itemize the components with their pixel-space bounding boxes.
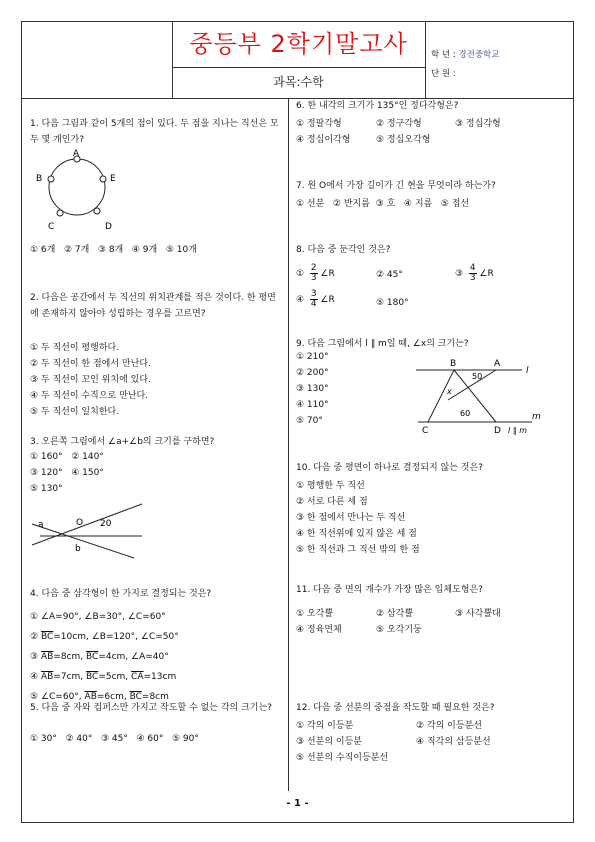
q5-options: [30, 734, 199, 744]
q7-option-3[interactable]: ③ 호: [375, 199, 396, 209]
q1-options: [30, 242, 197, 255]
question-8-text: 8. 다음 중 둔각인 것은?: [296, 245, 391, 255]
q8-option-5[interactable]: ⑤ 180°: [376, 298, 409, 308]
q8-option-3-fraction: [469, 264, 477, 283]
question-7: [296, 178, 566, 194]
q9-label-d: D: [494, 426, 501, 436]
q6-option-4[interactable]: ④ 정십이각형: [296, 135, 351, 145]
q3-label-20: 20: [100, 519, 112, 529]
q1-point-d: [94, 208, 100, 214]
question-1-text: 1. 다음 그림과 같이 5개의 점이 있다. 두 점을 지나는 직선은 모두 몇 개인가?: [30, 119, 279, 145]
q4-option-5-part: =8cm: [141, 692, 169, 702]
q3-line-2: [32, 524, 134, 558]
q12-option-5[interactable]: ⑤ 선분의 수직이등분선: [296, 753, 389, 763]
question-10: [296, 460, 566, 476]
exam-header: [22, 22, 573, 99]
q7-option-4[interactable]: ④ 지름: [403, 199, 433, 209]
q8-option-2[interactable]: ② 45°: [376, 270, 403, 280]
question-8: [296, 242, 566, 258]
q1-circle-figure: [32, 150, 132, 230]
q7-option-2[interactable]: ② 반지름: [332, 199, 370, 209]
q2-option-4[interactable]: ④ 두 직선이 수직으로 만난다.: [30, 391, 149, 401]
q1-label-c: C: [48, 222, 55, 232]
q9-transversal-1: [428, 370, 454, 422]
q4-option-4-part: $\overline{CA}$: [131, 672, 144, 682]
q8-option-1[interactable]: [296, 264, 335, 283]
q8-option-4-tail: ∠R: [320, 295, 335, 305]
q9-label-60: 60: [460, 409, 471, 418]
q2-option-1[interactable]: ① 두 직선이 평행하다.: [30, 343, 120, 353]
exam-page: [21, 21, 574, 823]
q1-point-c: [57, 210, 63, 216]
q9-label-l: l: [526, 366, 529, 376]
q8-option-1-tail: ∠R: [320, 269, 335, 279]
q2-option-5[interactable]: ⑤ 두 직선이 일치한다.: [30, 407, 120, 417]
q5-option-1[interactable]: ① 30°: [30, 734, 57, 744]
page-number: - 1 -: [286, 798, 309, 809]
question-7-text: 7. 원 O에서 가장 길이가 긴 현을 무엇이라 하는가?: [296, 181, 496, 191]
q9-option-5[interactable]: ⑤ 70°: [296, 416, 323, 426]
q10-option-2[interactable]: ② 서로 다른 세 점: [296, 497, 368, 507]
q12-option-3[interactable]: ③ 선분의 이등분: [296, 737, 362, 747]
q3-option-2[interactable]: ② 140°: [71, 452, 104, 462]
q4-option-3-part: =8cm,: [53, 652, 87, 662]
header-info-cell: [425, 22, 573, 98]
q8-option-1-numerator: 2: [310, 263, 317, 273]
q9-label-x: x: [447, 387, 452, 396]
q1-label-e: E: [110, 174, 116, 184]
q3-options-row2: [30, 468, 104, 478]
q1-point-e: [100, 176, 106, 182]
q4-option-5-num: ⑤: [30, 692, 39, 702]
q9-option-4[interactable]: ④ 110°: [296, 400, 329, 410]
question-4-text: 4. 다음 중 삼각형이 한 가지로 결정되는 것은?: [30, 589, 212, 599]
q8-option-1-denominator: 3: [310, 273, 317, 283]
q4-option-1[interactable]: [30, 612, 166, 622]
q5-option-2[interactable]: ② 40°: [65, 734, 93, 744]
q4-option-2-part: =10cm, ∠B=120°, ∠C=50°: [53, 632, 179, 642]
q9-label-c: C: [422, 426, 429, 436]
unit-label: 단 원 :: [431, 69, 456, 79]
school-value: 경전중학교: [458, 50, 500, 60]
q3-option-4[interactable]: ④ 150°: [71, 468, 104, 478]
q4-option-4-part: =5cm,: [98, 672, 132, 682]
q8-option-3-denominator: 3: [469, 273, 476, 283]
exam-subject: 과목:수학: [273, 75, 324, 89]
question-11: [296, 582, 566, 598]
q4-option-4-num: ④: [30, 672, 39, 682]
q9-option-2[interactable]: ② 200°: [296, 368, 329, 378]
q11-option-4[interactable]: ④ 정육면체: [296, 625, 342, 635]
q4-option-3-part: $\overline{BC}$: [86, 652, 99, 662]
q12-option-1[interactable]: ① 각의 이등분: [296, 721, 354, 731]
q11-option-3[interactable]: ③ 사각뿔대: [455, 609, 501, 619]
q3-label-a: a: [38, 520, 44, 530]
q11-option-2[interactable]: ② 삼각뿔: [376, 609, 414, 619]
q4-option-4[interactable]: [30, 672, 176, 682]
q1-option-4[interactable]: ④ 9개: [131, 245, 158, 255]
header-blank-cell: [22, 22, 173, 98]
q9-parallel-figure: [414, 356, 539, 436]
q1-option-3[interactable]: ③ 8개: [97, 245, 124, 255]
q7-option-5[interactable]: ⑤ 접선: [440, 199, 470, 209]
q7-options: [296, 196, 469, 209]
q11-option-1[interactable]: ① 오각뿔: [296, 609, 334, 619]
q4-option-4-part: $\overline{AB}$: [40, 672, 54, 682]
q4-option-2-num: ②: [30, 632, 39, 642]
question-6-text: 6. 한 내각의 크기가 135°인 정다각형은?: [296, 101, 459, 111]
q4-option-5-part: $\overline{BC}$: [129, 692, 142, 702]
q5-option-5[interactable]: ⑤ 90°: [171, 734, 199, 744]
q1-circle: [49, 159, 105, 215]
question-5: [30, 700, 282, 716]
q1-option-1[interactable]: ① 6개: [30, 245, 56, 255]
q4-option-1-num: ①: [30, 612, 39, 622]
q10-option-4[interactable]: ④ 한 직선위에 있지 않은 세 점: [296, 529, 417, 539]
q9-label-m: m: [532, 412, 541, 422]
q5-option-3[interactable]: ③ 45°: [100, 734, 128, 744]
q6-option-5[interactable]: ⑤ 정십오각형: [376, 135, 431, 145]
q9-label-a: A: [494, 359, 501, 369]
q8-option-4-num: ④: [296, 295, 305, 305]
q9-label-lm: l ∥ m: [508, 426, 528, 435]
q4-option-3-part: $\overline{AB}$: [40, 652, 54, 662]
q4-option-5-part: =6cm,: [96, 692, 130, 702]
q5-option-4[interactable]: ④ 60°: [136, 734, 164, 744]
q8-option-3[interactable]: [455, 264, 494, 283]
q2-option-3[interactable]: ③ 두 직선이 꼬인 위치에 있다.: [30, 375, 151, 385]
q6-option-1[interactable]: ① 정팔각형: [296, 119, 342, 129]
q8-option-4-numerator: 3: [310, 289, 317, 299]
q12-option-2[interactable]: ② 각의 이등분선: [416, 721, 482, 731]
q8-option-1-fraction: [310, 264, 318, 283]
q4-option-5-part: $\overline{AB}$: [84, 692, 97, 702]
q11-option-5[interactable]: ⑤ 오각기둥: [376, 625, 422, 635]
q4-option-3[interactable]: [30, 652, 169, 662]
q8-option-4-fraction: [310, 290, 318, 309]
q2-option-2[interactable]: ② 두 직선이 한 점에서 만난다.: [30, 359, 151, 369]
question-1: [30, 116, 282, 148]
q4-option-3-num: ③: [30, 652, 39, 662]
q1-point-b: [48, 176, 54, 182]
q4-option-4-part: =13cm: [143, 672, 177, 682]
question-6: [296, 98, 566, 114]
q8-option-4-denominator: 4: [310, 299, 317, 309]
q8-option-1-num: ①: [296, 269, 305, 279]
school-line: [431, 48, 499, 60]
q10-option-3[interactable]: ③ 한 점에서 만나는 두 직선: [296, 513, 406, 523]
question-11-text: 11. 다음 중 면의 개수가 가장 많은 입체도형은?: [296, 585, 483, 595]
q8-option-4[interactable]: [296, 290, 335, 309]
q3-label-o: O: [76, 518, 84, 528]
q9-option-3[interactable]: ③ 130°: [296, 384, 329, 394]
q8-option-3-numerator: 4: [469, 263, 476, 273]
q3-line-1: [32, 504, 142, 545]
q1-option-2[interactable]: ② 7개: [63, 245, 90, 255]
q1-label-b: B: [36, 174, 43, 184]
q6-option-2[interactable]: ② 정구각형: [376, 119, 422, 129]
q7-option-1[interactable]: ① 선분: [296, 199, 325, 209]
q1-label-a: A: [73, 149, 80, 159]
q3-label-b: b: [75, 544, 81, 554]
q3-option-1[interactable]: ① 160°: [30, 452, 63, 462]
q3-option-5[interactable]: ⑤ 130°: [30, 484, 63, 494]
q4-option-3-part: =4cm, ∠A=40°: [98, 652, 169, 662]
q3-option-3[interactable]: ③ 120°: [30, 468, 63, 478]
column-divider: [288, 98, 289, 791]
q9-label-b: B: [450, 359, 457, 369]
question-4: [30, 586, 282, 602]
question-3: [30, 434, 282, 450]
q9-label-50: 50: [472, 372, 483, 381]
q1-option-5[interactable]: ⑤ 10개: [165, 245, 197, 255]
q8-option-3-num: ③: [455, 269, 464, 279]
exam-title: 중등부 2학기말고사: [172, 22, 425, 68]
q3-options-row1: [30, 452, 104, 462]
question-2: [30, 290, 282, 322]
q9-option-1[interactable]: ① 210°: [296, 352, 329, 362]
q6-option-3[interactable]: ③ 정십각형: [455, 119, 501, 129]
q1-label-d: D: [105, 222, 112, 232]
question-2-text: 2. 다음은 공간에서 두 직선의 위치관계를 적은 것이다. 한 평면에 존재하지 않아야 성립하는 경우를 고르면?: [30, 293, 276, 319]
q4-option-4-part: =7cm,: [53, 672, 87, 682]
question-9: [296, 336, 566, 352]
q4-option-2-part: $\overline{BC}$: [40, 632, 54, 642]
question-10-text: 10. 다음 중 평면이 하나로 결정되지 않는 것은?: [296, 463, 483, 473]
q4-option-1-part: ∠A=90°, ∠B=30°, ∠C=60°: [40, 612, 166, 622]
question-12: [296, 700, 566, 716]
q8-option-3-tail: ∠R: [479, 269, 494, 279]
question-5-text: 5. 다음 중 자와 컴퍼스만 가지고 작도할 수 없는 각의 크기는?: [30, 703, 272, 713]
school-label: 학 년 :: [431, 50, 456, 60]
question-3-text: 3. 오른쪽 그림에서 ∠a+∠b의 크기를 구하면?: [30, 437, 215, 447]
q3-lines-figure: [30, 500, 150, 562]
q12-option-4[interactable]: ④ 직각의 삼등분선: [416, 737, 491, 747]
q4-option-2[interactable]: [30, 632, 179, 642]
q4-option-4-part: $\overline{BC}$: [86, 672, 99, 682]
q10-option-5[interactable]: ⑤ 한 직선과 그 직선 밖의 한 점: [296, 545, 420, 555]
question-9-text: 9. 다음 그림에서 l ∥ m일 때, ∠x의 크기는?: [296, 339, 469, 349]
question-12-text: 12. 다음 중 선분의 중점을 작도할 때 필요한 것은?: [296, 703, 495, 713]
q10-option-1[interactable]: ① 평행한 두 직선: [296, 481, 365, 491]
header-title-cell: [172, 22, 426, 98]
q4-option-5-part: ∠C=60°,: [40, 692, 85, 702]
